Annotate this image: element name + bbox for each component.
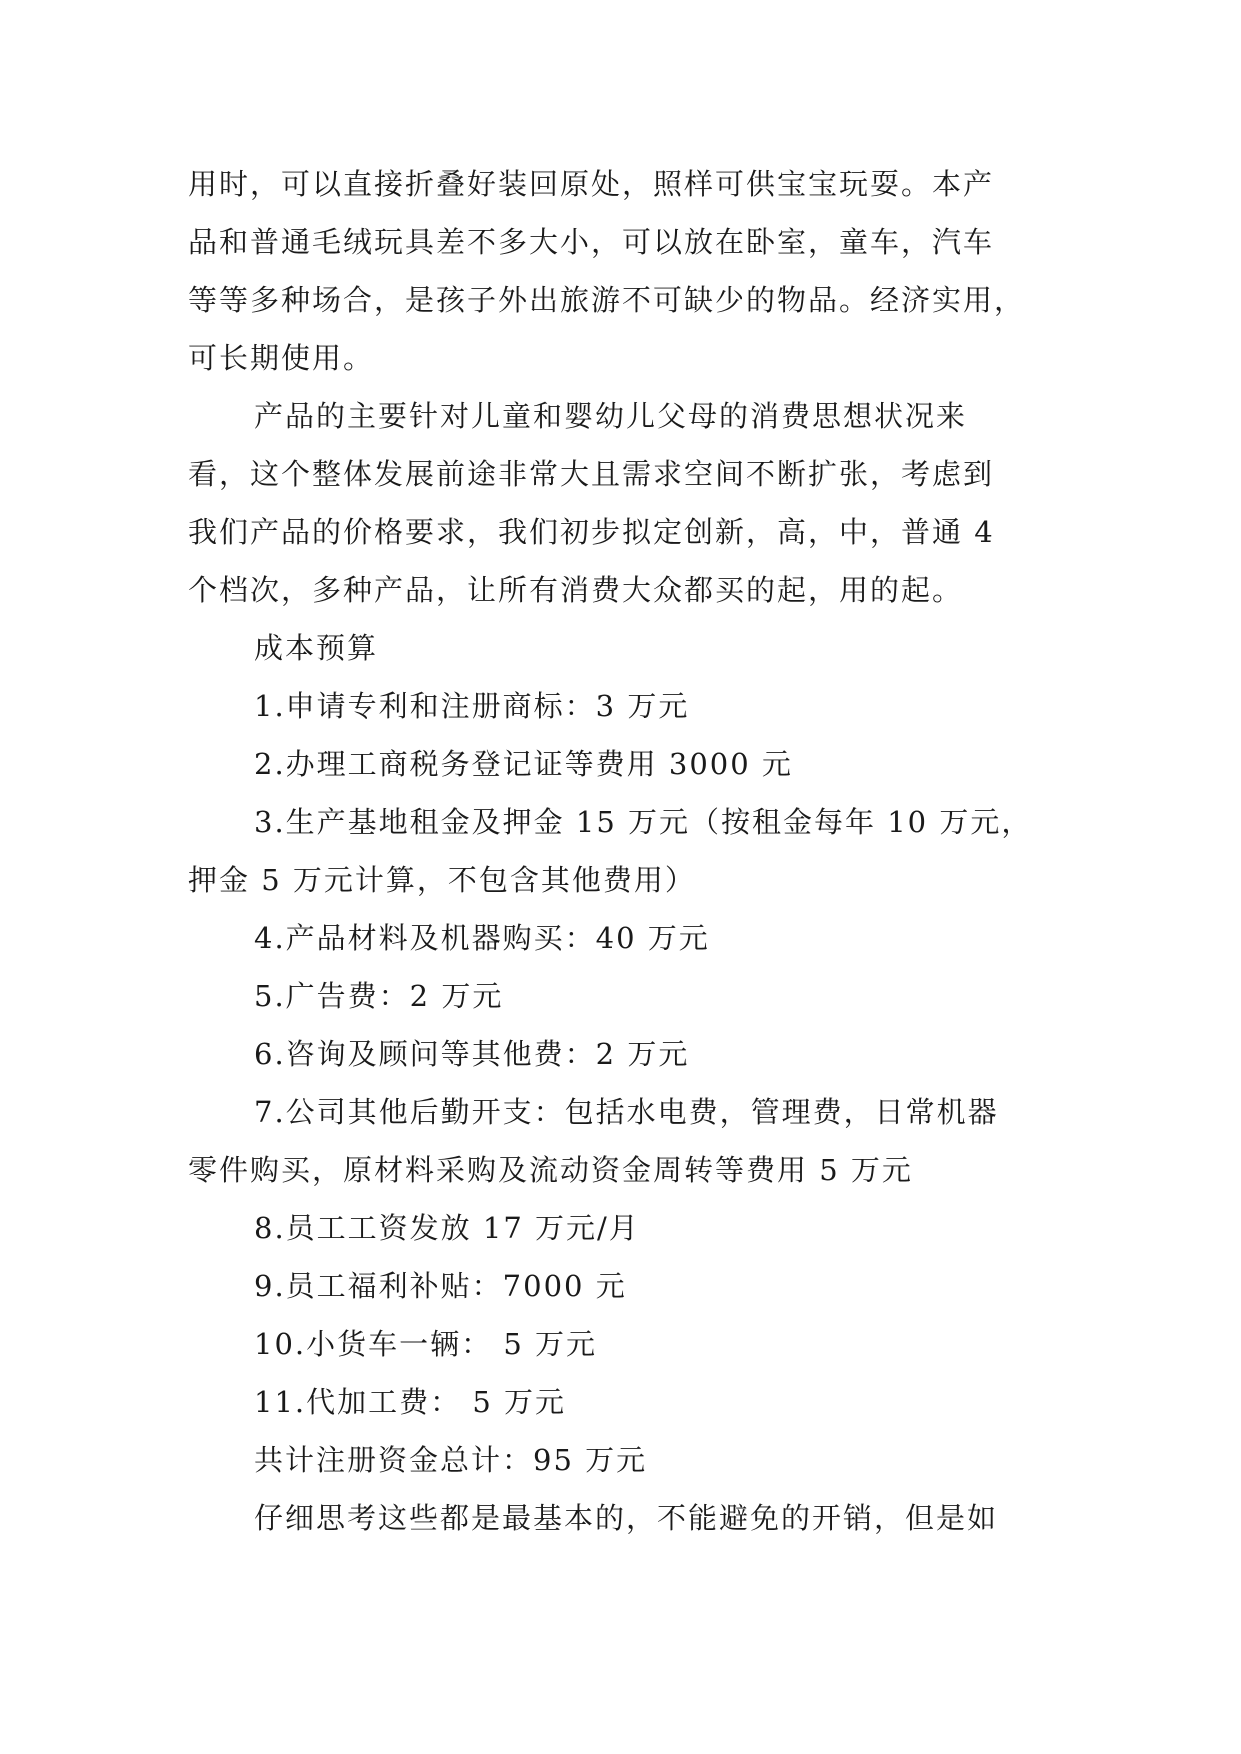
budget-item: 10.小货车一辆： 5 万元	[254, 1327, 598, 1361]
budget-item: 9.员工福利补贴：7000 元	[254, 1269, 627, 1303]
budget-total: 共计注册资金总计：95 万元	[254, 1443, 648, 1477]
budget-item: 3.生产基地租金及押金 15 万元（按租金每年 10 万元，	[254, 805, 1033, 839]
text-line: 用时，可以直接折叠好装回原处，照样可供宝宝玩耍。本产	[188, 167, 995, 201]
budget-item: 2.办理工商税务登记证等费用 3000 元	[254, 747, 793, 781]
budget-item: 11.代加工费： 5 万元	[254, 1385, 567, 1419]
text-line: 可长期使用。	[188, 341, 375, 375]
budget-item-continuation: 零件购买，原材料采购及流动资金周转等费用 5 万元	[188, 1153, 913, 1187]
text-line: 品和普通毛绒玩具差不多大小，可以放在卧室，童车，汽车	[188, 225, 995, 259]
budget-item: 8.员工工资发放 17 万元/月	[254, 1211, 640, 1245]
section-heading: 成本预算	[254, 631, 379, 665]
paragraph-start-line: 产品的主要针对儿童和婴幼儿父母的消费思想状况来	[254, 399, 968, 433]
budget-item: 5.广告费：2 万元	[254, 979, 504, 1013]
text-line: 个档次，多种产品，让所有消费大众都买的起，用的起。	[188, 573, 964, 607]
text-line: 看，这个整体发展前途非常大且需求空间不断扩张，考虑到	[188, 457, 995, 491]
paragraph-start-line: 仔细思考这些都是最基本的，不能避免的开销，但是如	[254, 1501, 999, 1535]
text-line: 我们产品的价格要求，我们初步拟定创新，高，中，普通 4	[188, 515, 995, 549]
document-body	[188, 155, 1058, 1547]
budget-item: 7.公司其他后勤开支：包括水电费，管理费，日常机器	[254, 1095, 999, 1129]
budget-item-continuation: 押金 5 万元计算，不包含其他费用）	[188, 863, 696, 897]
budget-item: 1.申请专利和注册商标：3 万元	[254, 689, 690, 723]
budget-item: 6.咨询及顾问等其他费：2 万元	[254, 1037, 690, 1071]
text-line: 等等多种场合，是孩子外出旅游不可缺少的物品。经济实用，	[188, 283, 1026, 317]
budget-item: 4.产品材料及机器购买：40 万元	[254, 921, 710, 955]
